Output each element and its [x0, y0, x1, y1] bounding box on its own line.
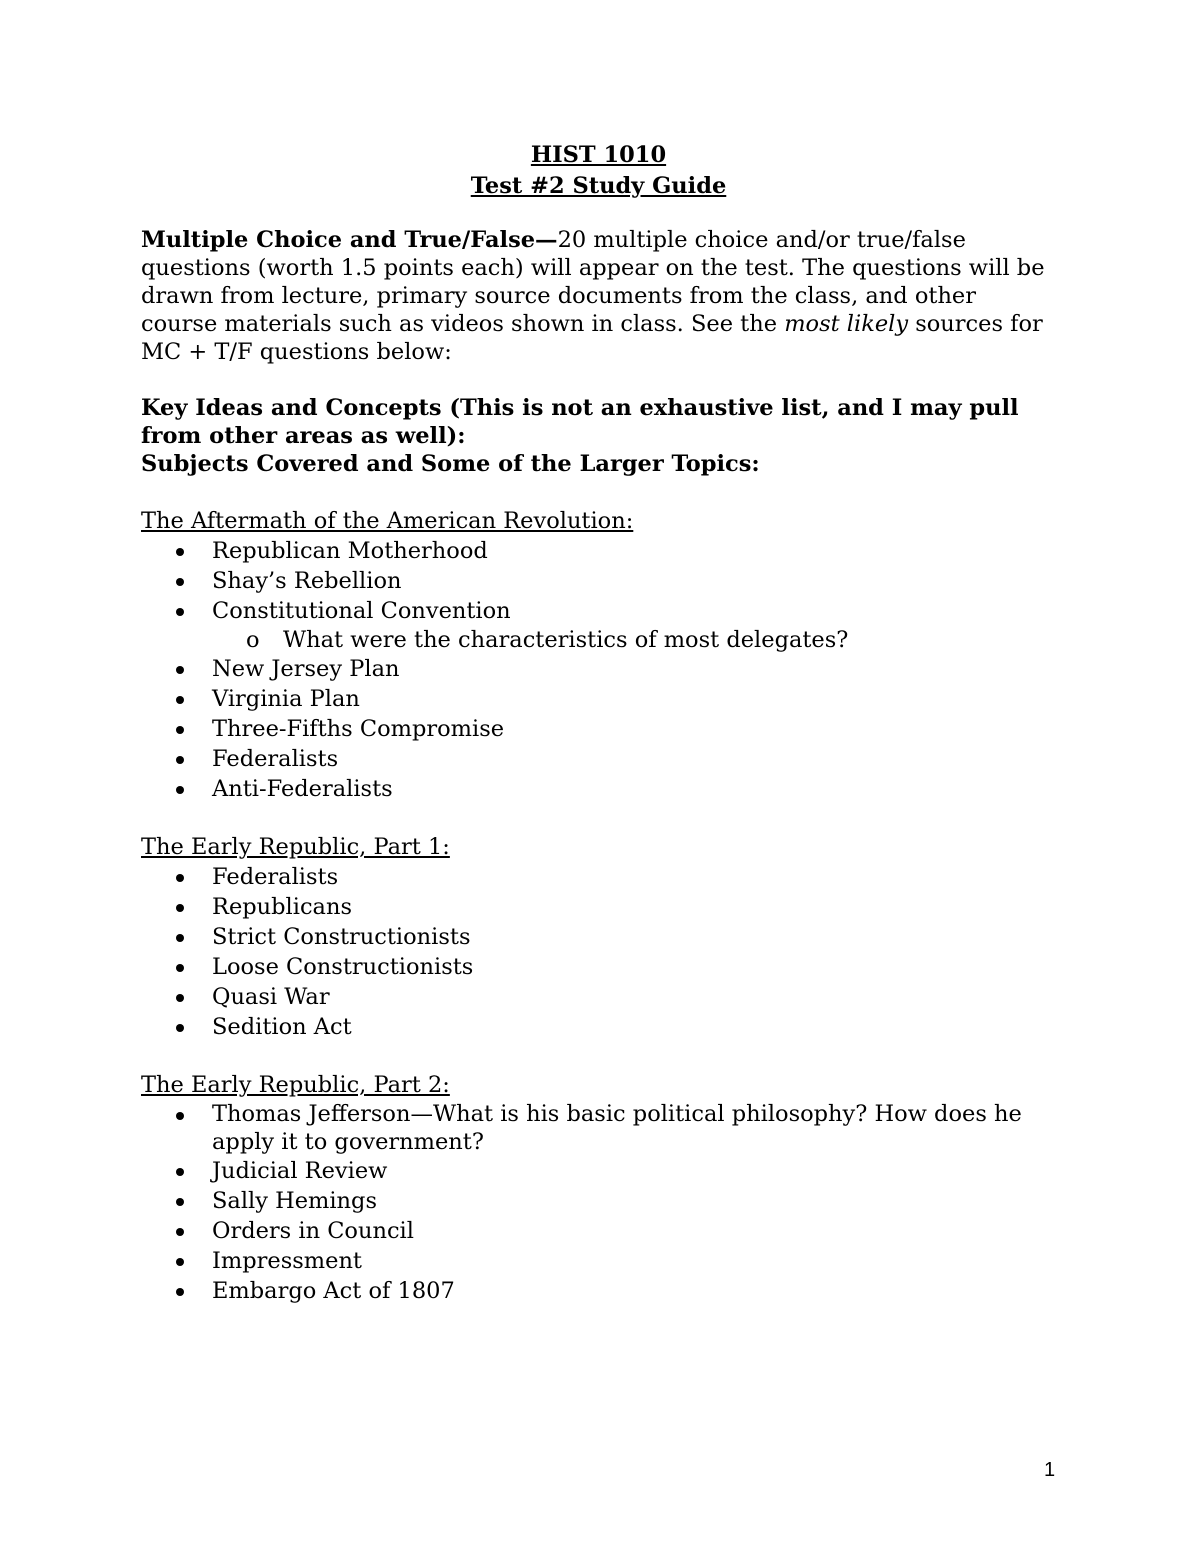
- list-item-text: Strict Constructionists: [212, 924, 471, 950]
- sub-list-item-text: What were the characteristics of most delegates?: [283, 627, 849, 653]
- section-aftermath: [141, 506, 1056, 804]
- bullet-icon: [176, 696, 184, 704]
- section-early-republic-part-1: [141, 832, 1056, 1042]
- list-item: [141, 1216, 1056, 1246]
- list-item-text: Embargo Act of 1807: [212, 1278, 455, 1304]
- intro-lead: Multiple Choice and True/False—: [141, 227, 558, 253]
- subjects-covered-line: Subjects Covered and Some of the Larger Topics:: [141, 451, 760, 477]
- page-number: 1: [1044, 1459, 1056, 1481]
- list-item: [141, 536, 1056, 566]
- section-title: The Early Republic, Part 1:: [141, 834, 450, 860]
- sub-list-item: [212, 626, 1056, 654]
- list-item: [141, 654, 1056, 684]
- list-item-text: Anti-Federalists: [212, 776, 393, 802]
- key-ideas-line: Key Ideas and Concepts (This is not an exhaustive list, and I may pull from other areas as well):: [141, 395, 1019, 449]
- list-item: [141, 566, 1056, 596]
- list-item-text: New Jersey Plan: [212, 656, 400, 682]
- list-item-text: Republicans: [212, 894, 352, 920]
- bullet-icon: [176, 1228, 184, 1236]
- topic-list: [141, 536, 1056, 804]
- list-item: [141, 952, 1056, 982]
- bullet-icon: [176, 934, 184, 942]
- bullet-icon: [176, 1198, 184, 1206]
- list-item: [141, 1276, 1056, 1306]
- bullet-icon: [176, 726, 184, 734]
- list-item-text: Virginia Plan: [212, 686, 360, 712]
- list-item-text: Sedition Act: [212, 1014, 352, 1040]
- key-ideas-heading: [141, 394, 1056, 478]
- intro-text-end: sources for MC + T/F questions below:: [141, 311, 1043, 365]
- bullet-icon: [176, 1258, 184, 1266]
- section-title: The Early Republic, Part 2:: [141, 1072, 450, 1098]
- list-item: [141, 1156, 1056, 1186]
- bullet-icon: [176, 578, 184, 586]
- bullet-icon: [176, 994, 184, 1002]
- list-item-text: Impressment: [212, 1248, 362, 1274]
- bullet-icon: [176, 1024, 184, 1032]
- list-item: [141, 1012, 1056, 1042]
- sub-list: [212, 626, 1056, 654]
- list-item: [141, 596, 1056, 654]
- list-item: [141, 684, 1056, 714]
- bullet-icon: [176, 608, 184, 616]
- list-item-text: Quasi War: [212, 984, 330, 1010]
- intro-italic-phrase: most likely: [784, 311, 909, 337]
- intro-text-start: 20 multiple choice and/or true/false questions (worth 1.5 points each) will appear on the test. The questions will be drawn from lecture, primary source documents from the class, and other course materials such as videos shown in class. See the: [141, 227, 1045, 337]
- bullet-icon: [176, 548, 184, 556]
- list-item: [141, 1246, 1056, 1276]
- list-item-text: Orders in Council: [212, 1218, 414, 1244]
- hollow-bullet-icon: o: [246, 627, 260, 653]
- bullet-icon: [176, 1288, 184, 1296]
- document-title: Test #2 Study Guide: [470, 173, 727, 199]
- course-code: HIST 1010: [530, 142, 667, 168]
- list-item-text: Constitutional Convention: [212, 598, 511, 624]
- bullet-icon: [176, 756, 184, 764]
- bullet-icon: [176, 904, 184, 912]
- list-item-text: Federalists: [212, 746, 339, 772]
- list-item: [141, 1186, 1056, 1216]
- list-item: [141, 862, 1056, 892]
- bullet-icon: [176, 666, 184, 674]
- section-early-republic-part-2: [141, 1070, 1056, 1306]
- list-item: [141, 892, 1056, 922]
- list-item-text: Thomas Jefferson—What is his basic political philosophy? How does he apply it to government?: [212, 1101, 1022, 1155]
- list-item: [141, 744, 1056, 774]
- list-item-text: Loose Constructionists: [212, 954, 474, 980]
- list-item: [141, 982, 1056, 1012]
- list-item: [141, 714, 1056, 744]
- bullet-icon: [176, 1168, 184, 1176]
- list-item-text: Republican Motherhood: [212, 538, 488, 564]
- list-item-text: Judicial Review: [212, 1158, 388, 1184]
- list-item-text: Three-Fifths Compromise: [212, 716, 505, 742]
- bullet-icon: [176, 1112, 184, 1120]
- list-item: [141, 774, 1056, 804]
- topic-list: [141, 1100, 1056, 1306]
- bullet-icon: [176, 786, 184, 794]
- list-item: [141, 922, 1056, 952]
- list-item-text: Federalists: [212, 864, 339, 890]
- bullet-icon: [176, 874, 184, 882]
- list-item-text: Shay’s Rebellion: [212, 568, 402, 594]
- bullet-icon: [176, 964, 184, 972]
- topic-list: [141, 862, 1056, 1042]
- section-title: The Aftermath of the American Revolution:: [141, 508, 634, 534]
- list-item-text: Sally Hemings: [212, 1188, 377, 1214]
- list-item: [141, 1100, 1056, 1156]
- page-content: [141, 140, 1056, 1306]
- intro-paragraph: [141, 226, 1056, 366]
